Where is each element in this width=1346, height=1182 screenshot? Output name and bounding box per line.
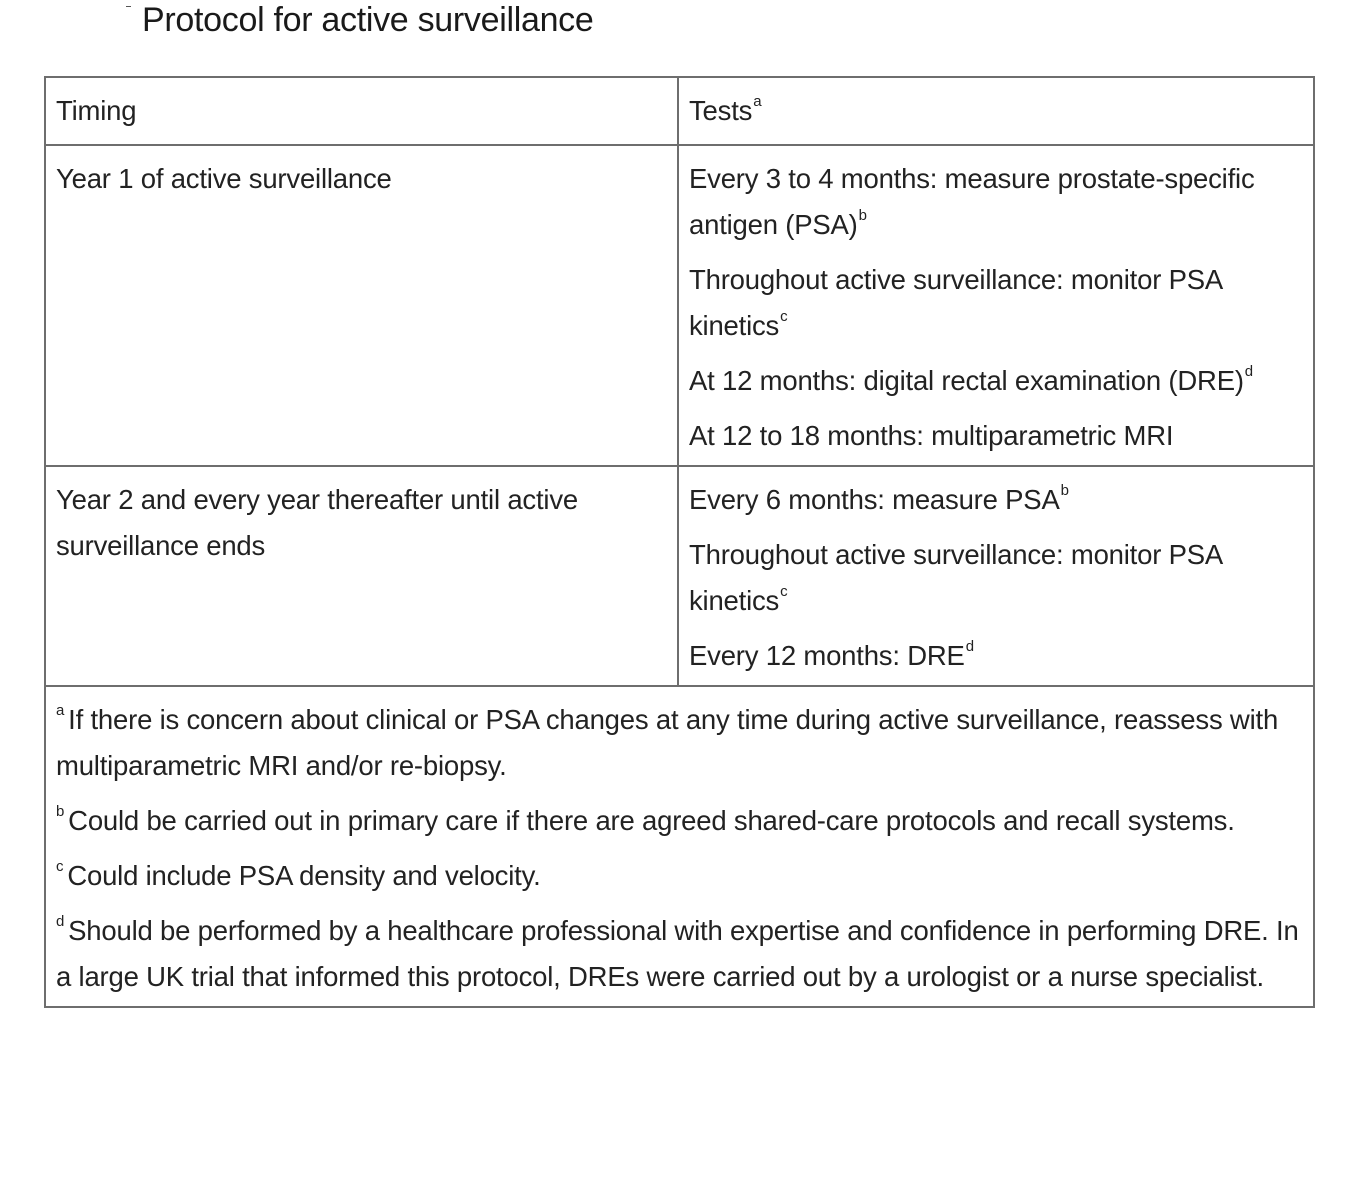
test-item [689, 532, 1303, 624]
timing-text: Year 1 of active surveillance [56, 163, 392, 194]
footnote-text: Could include PSA density and velocity. [67, 860, 541, 891]
test-text: Every 3 to 4 months: measure prostate-specific antigen (PSA) [689, 163, 1255, 240]
footnote-ref[interactable]: b [1060, 482, 1069, 499]
test-item [689, 633, 1303, 679]
test-item [689, 413, 1303, 459]
timing-cell [45, 466, 678, 686]
header-tests-footnote-ref[interactable]: a [753, 93, 762, 110]
test-item [689, 358, 1303, 404]
header-tests-label: Tests [689, 95, 753, 126]
footnote [56, 853, 1303, 899]
footnote-ref[interactable]: d [965, 638, 974, 655]
footnote-text: If there is concern about clinical or PSA changes at any time during active surveillance, reassess with multiparametric MRI and/or re-biopsy. [56, 704, 1279, 781]
header-timing-label: Timing [56, 95, 137, 126]
footnotes-cell [45, 686, 1314, 1007]
table-row [45, 466, 1314, 686]
table-row [45, 145, 1314, 466]
test-item [689, 156, 1303, 248]
timing-cell [45, 145, 678, 466]
table-header-row [45, 77, 1314, 145]
footnote-mark: c [56, 858, 64, 875]
header-tests [678, 77, 1314, 145]
footnote-ref[interactable]: c [780, 583, 788, 600]
footnote-mark: d [56, 913, 65, 930]
footnote-ref[interactable]: b [858, 207, 867, 224]
tests-cell [678, 466, 1314, 686]
test-text: Every 6 months: measure PSA [689, 484, 1060, 515]
footnote-ref[interactable]: c [780, 308, 788, 325]
test-item [689, 477, 1303, 523]
test-text: At 12 to 18 months: multiparametric MRI [689, 420, 1174, 451]
test-text: Every 12 months: DRE [689, 640, 965, 671]
footnote-mark: b [56, 803, 65, 820]
footnote [56, 697, 1303, 789]
tests-cell [678, 145, 1314, 466]
header-timing [45, 77, 678, 145]
protocol-table [44, 76, 1315, 1008]
test-text: Throughout active surveillance: monitor PSA kinetics [689, 539, 1222, 616]
title-tick-mark [126, 6, 131, 7]
footnote [56, 908, 1303, 1000]
timing-text: Year 2 and every year thereafter until active surveillance ends [56, 484, 578, 561]
footnote-text: Should be performed by a healthcare professional with expertise and confidence in performing DRE. In a large UK trial that informed this protocol, DREs were carried out by a urologist or a nurse specialist. [56, 915, 1299, 992]
footnote-text: Could be carried out in primary care if there are agreed shared-care protocols and recall systems. [68, 805, 1235, 836]
footnotes-row [45, 686, 1314, 1007]
footnote [56, 798, 1303, 844]
page-title: Protocol for active surveillance [142, 1, 594, 39]
footnote-mark: a [56, 702, 65, 719]
test-text: At 12 months: digital rectal examination (DRE) [689, 365, 1244, 396]
footnote-ref[interactable]: d [1244, 363, 1253, 380]
test-item [689, 257, 1303, 349]
test-text: Throughout active surveillance: monitor PSA kinetics [689, 264, 1222, 341]
